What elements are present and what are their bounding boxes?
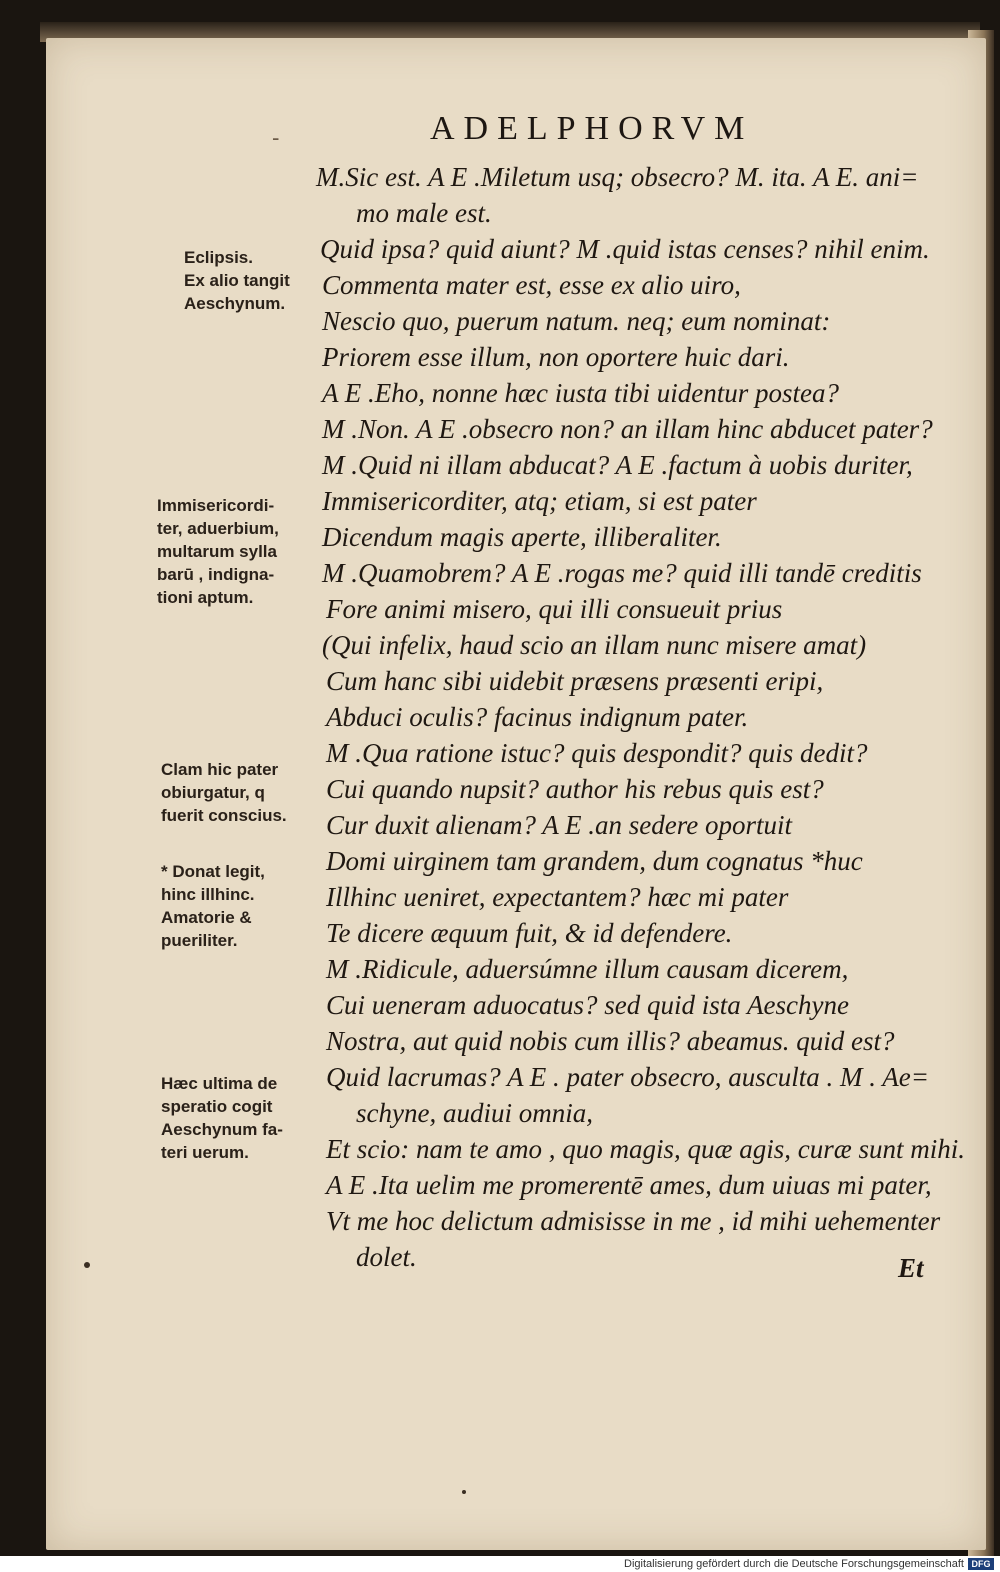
text-line: Immisericorditer, atq; etiam, si est pater [322,486,757,516]
margin-note-line: Ex alio tangit [184,271,290,290]
margin-note [161,758,287,827]
text-line: Quid lacrumas? A E . pater obsecro, ausculta . M . Ae= [326,1062,929,1092]
margin-note-line: Hæc ultima de [161,1074,278,1093]
margin-note-line: * Donat legit, [161,862,265,881]
page-mark: - [272,126,280,151]
text-line: Nescio quo, puerum natum. neq; eum nominat: [322,306,831,336]
margin-note [184,246,290,315]
margin-note-line: Amatorie & [161,908,252,927]
margin-note [161,860,265,952]
margin-note-line: ter, aduerbium, [157,519,279,538]
text-line: Domi uirginem tam grandem, dum cognatus *huc [326,846,863,876]
margin-note-line: tioni aptum. [157,588,254,607]
text-line: Dicendum magis aperte, illiberaliter. [322,522,722,552]
margin-note-line: Clam hic pater [161,760,279,779]
text-line: dolet. [356,1242,417,1272]
margin-note-line: obiurgatur, q [161,783,265,802]
margin-note-line: Eclipsis. [184,248,253,267]
text-line: Vt me hoc delictum admisisse in me , id mihi uehementer [326,1206,941,1236]
text-line: Cui ueneram aduocatus? sed quid ista Aeschyne [326,990,849,1020]
text-line: M.Sic est. A E .Miletum usq; obsecro? M. ita. A E. ani= [316,162,919,192]
margin-note-line: Aeschynum fa- [161,1120,283,1139]
margin-note-line: speratio cogit [161,1097,273,1116]
text-line: M .Quamobrem? A E .rogas me? quid illi tandē creditis [322,558,922,588]
margin-note-line: Aeschynum. [184,294,286,313]
text-line: Quid ipsa? quid aiunt? M .quid istas censes? nihil enim. [320,234,930,264]
text-line: Illhinc ueniret, expectantem? hæc mi pater [326,882,789,912]
text-line: M .Non. A E .obsecro non? an illam hinc abducet pater? [322,414,933,444]
text-line: schyne, audiui omnia, [356,1098,593,1128]
text-line: mo male est. [356,198,492,228]
footer-credit: Digitalisierung gefördert durch die Deutsche Forschungsgemeinschaft [624,1558,964,1570]
text-line: Priorem esse illum, non oportere huic dari. [322,342,790,372]
margin-note-line: fuerit conscius. [161,806,287,825]
margin-note-line: barū , indigna- [157,565,275,584]
text-line: M .Ridicule, aduersúmne illum causam dicerem, [326,954,849,984]
text-line: A E .Ita uelim me promerentē ames, dum uiuas mi pater, [326,1170,932,1200]
margin-note-line: teri uerum. [161,1143,249,1162]
text-line: Abduci oculis? facinus indignum pater. [326,702,749,732]
text-line: A E .Eho, nonne hæc iusta tibi uidentur postea? [322,378,839,408]
text-line: M .Quid ni illam abducat? A E .factum à uobis duriter, [322,450,913,480]
margin-note [161,1072,283,1164]
margin-note-line: multarum sylla [157,542,277,561]
ink-spot [84,1262,90,1268]
text-line: Te dicere æquum fuit, & id defendere. [326,918,733,948]
text-line: Et scio: nam te amo , quo magis, quæ agis, curæ sunt mihi. [326,1134,965,1164]
running-head: ADELPHORVM [430,110,754,147]
text-line: Commenta mater est, esse ex alio uiro, [322,270,741,300]
text-line: Fore animi misero, qui illi consueuit prius [326,594,783,624]
margin-note-line: Immisericordi- [157,496,275,515]
margin-note-line: hinc illhinc. [161,885,255,904]
text-line: (Qui infelix, haud scio an illam nunc misere amat) [322,630,867,660]
text-line: Nostra, aut quid nobis cum illis? abeamus. quid est? [326,1026,895,1056]
margin-note [157,494,279,609]
text-line: Cui quando nupsit? author his rebus quis est? [326,774,824,804]
text-line: Cur duxit alienam? A E .an sedere oportuit [326,810,792,840]
catchword: Et [898,1253,924,1283]
text-line: M .Qua ratione istuc? quis despondit? quis dedit? [326,738,868,768]
margin-note-line: pueriliter. [161,931,238,950]
ink-spot [462,1490,466,1494]
dfg-logo: DFG [968,1558,994,1570]
text-line: Cum hanc sibi uidebit præsens præsenti eripi, [326,666,824,696]
